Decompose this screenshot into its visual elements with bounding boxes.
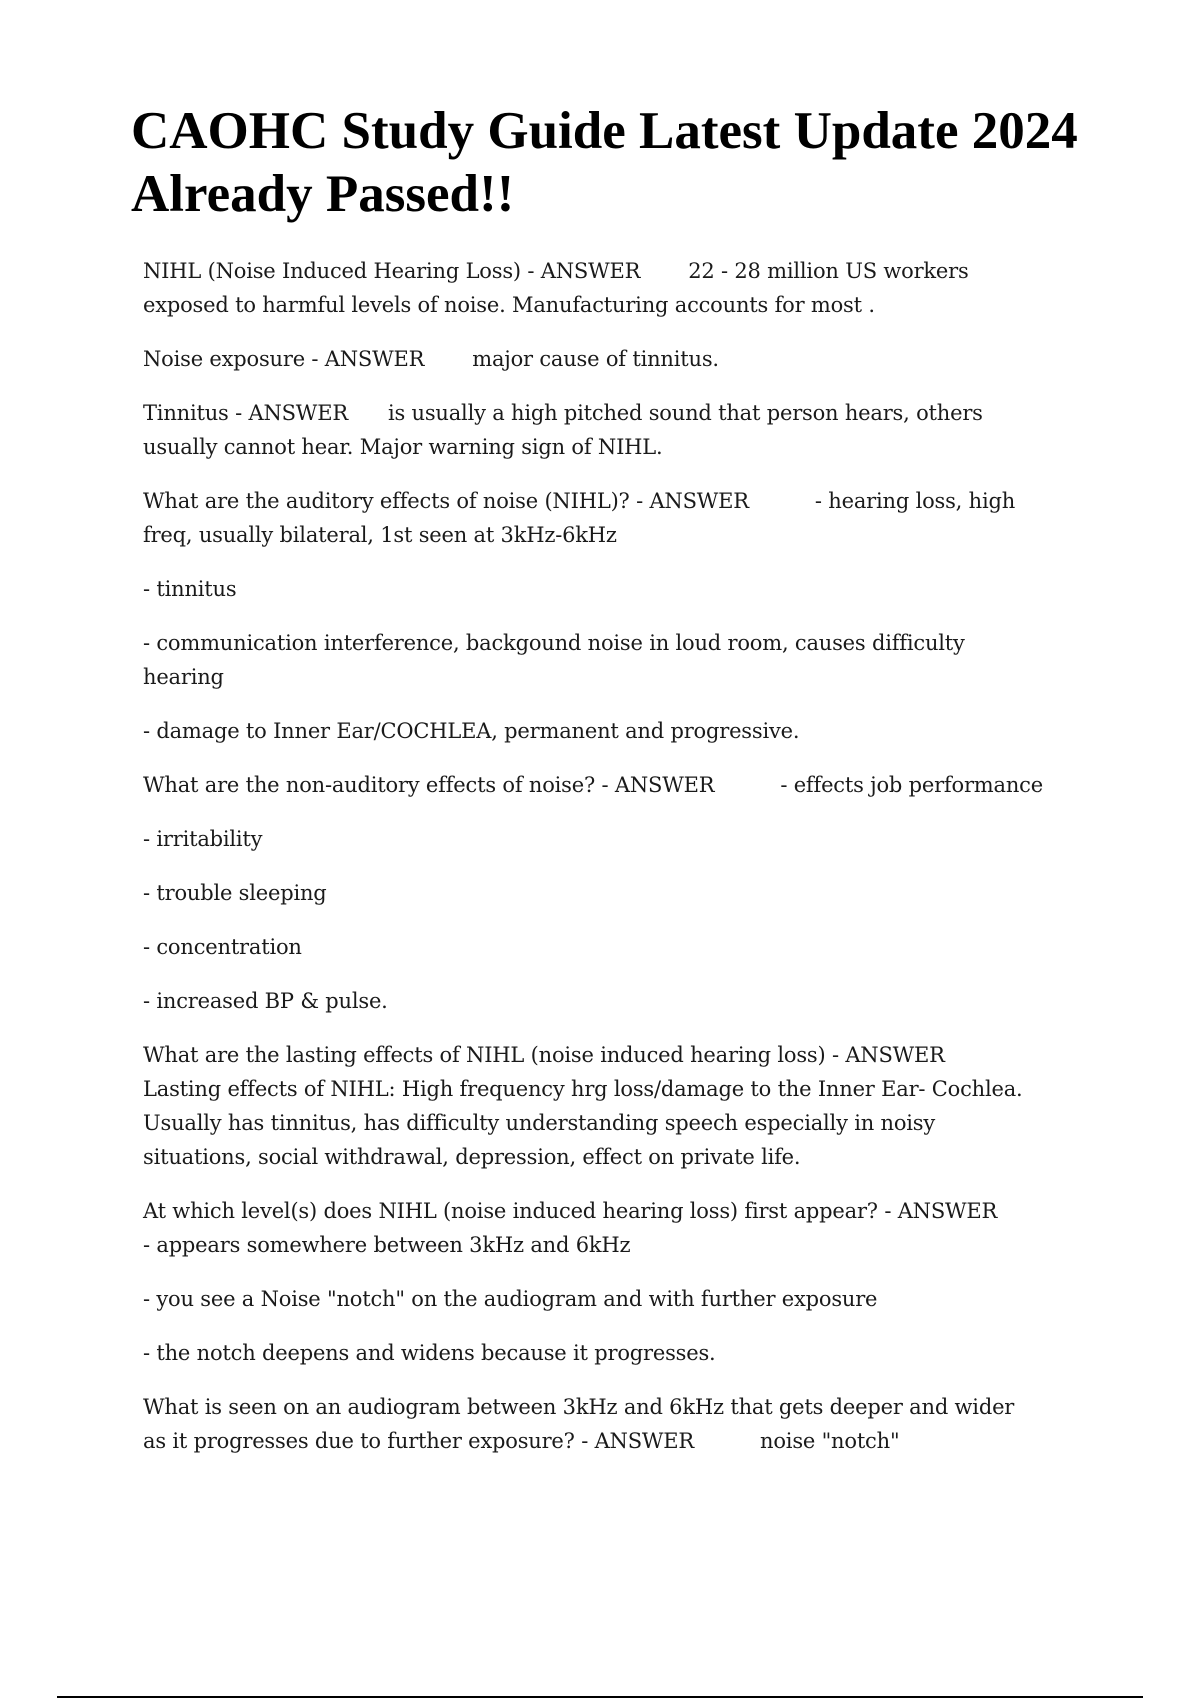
qa-item-audiogram-notch [143, 1390, 1083, 1458]
question-text: What are the auditory effects of noise (NIHL)? - ANSWER [143, 489, 749, 513]
title-line-1: CAOHC Study Guide Latest Update 2024 [131, 102, 1078, 160]
bullet-text: - concentration [143, 935, 302, 959]
question-text: What is seen on an audiogram between 3kHz and 6kHz that gets deeper and wider [143, 1395, 1015, 1419]
qa-item-first-appear [143, 1194, 1083, 1262]
answer-continuation: usually cannot hear. Major warning sign of NIHL. [143, 435, 663, 459]
bullet-text: - increased BP & pulse. [143, 989, 388, 1013]
qa-line [143, 342, 1083, 376]
bullet-item [143, 930, 1083, 964]
title-line-2: Already Passed!! [131, 165, 515, 223]
bullet-item [143, 626, 1083, 694]
answer-text: - appears somewhere between 3kHz and 6kHz [143, 1233, 631, 1257]
qa-item-lasting-effects [143, 1038, 1083, 1174]
bullet-item [143, 984, 1083, 1018]
answer-text: major cause of tinnitus. [472, 347, 719, 371]
bullet-text: - you see a Noise "notch" on the audiogram and with further exposure [143, 1287, 878, 1311]
qa-item-noise-exposure [143, 342, 1083, 376]
qa-line [143, 1424, 1083, 1458]
question-text: At which level(s) does NIHL (noise induced hearing loss) first appear? - ANSWER [143, 1199, 998, 1223]
qa-line [143, 484, 1083, 518]
bullet-continuation: hearing [143, 665, 224, 689]
bullet-item [143, 822, 1083, 856]
bullet-text: - tinnitus [143, 577, 237, 601]
bullet-item [143, 572, 1083, 606]
answer-text: 22 - 28 million US workers [688, 259, 969, 283]
qa-item-auditory-effects [143, 484, 1083, 552]
bullet-text: - communication interference, backgound noise in loud room, causes difficulty [143, 631, 965, 655]
study-guide-content [143, 254, 1083, 1478]
question-text: NIHL (Noise Induced Hearing Loss) - ANSWER [143, 259, 641, 283]
answer-text: - effects job performance [780, 773, 1043, 797]
qa-line [143, 396, 1083, 430]
bullet-text: - the notch deepens and widens because it progresses. [143, 1341, 716, 1365]
bullet-item [143, 1282, 1083, 1316]
bullet-text: - trouble sleeping [143, 881, 327, 905]
qa-line [143, 254, 1083, 288]
qa-item-nihl [143, 254, 1083, 322]
qa-item-tinnitus [143, 396, 1083, 464]
answer-text: Lasting effects of NIHL: High frequency hrg loss/damage to the Inner Ear- Cochlea. [143, 1077, 1023, 1101]
question-text: Tinnitus - ANSWER [143, 401, 348, 425]
question-text: What are the lasting effects of NIHL (noise induced hearing loss) - ANSWER [143, 1043, 945, 1067]
question-text: What are the non-auditory effects of noise? - ANSWER [143, 773, 715, 797]
bullet-item [143, 714, 1083, 748]
answer-continuation: exposed to harmful levels of noise. Manufacturing accounts for most . [143, 293, 875, 317]
qa-item-non-auditory-effects [143, 768, 1083, 802]
footer-divider [57, 1696, 1143, 1698]
bullet-item [143, 1336, 1083, 1370]
bullet-text: - damage to Inner Ear/COCHLEA, permanent and progressive. [143, 719, 800, 743]
bullet-item [143, 876, 1083, 910]
answer-text: is usually a high pitched sound that person hears, others [387, 401, 983, 425]
qa-line [143, 768, 1083, 802]
page-title [131, 100, 1171, 226]
bullet-text: - irritability [143, 827, 263, 851]
answer-text: - hearing loss, high [814, 489, 1016, 513]
answer-continuation: freq, usually bilateral, 1st seen at 3kHz-6kHz [143, 523, 617, 547]
answer-continuation: Usually has tinnitus, has difficulty understanding speech especially in noisy [143, 1111, 936, 1135]
answer-text: noise "notch" [760, 1429, 900, 1453]
question-text: Noise exposure - ANSWER [143, 347, 425, 371]
question-continuation: as it progresses due to further exposure? - ANSWER [143, 1429, 695, 1453]
answer-continuation: situations, social withdrawal, depression, effect on private life. [143, 1145, 801, 1169]
